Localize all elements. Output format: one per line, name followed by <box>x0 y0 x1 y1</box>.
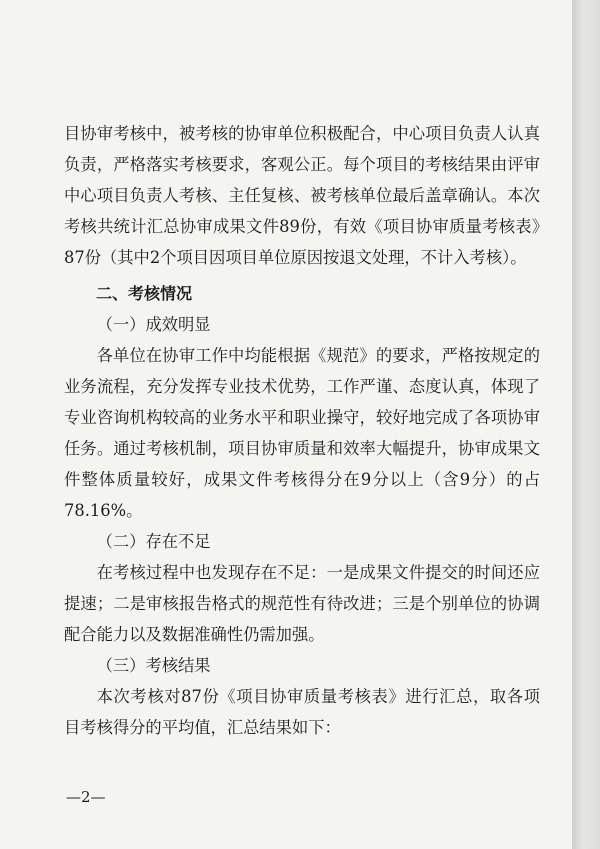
paragraph-summary: 本次考核对87份《项目协审质量考核表》进行汇总，取各项目考核得分的平均值，汇总结果如下： <box>64 687 540 737</box>
document-body <box>64 118 540 743</box>
section-heading-assessment: 二、考核情况 <box>96 284 193 303</box>
paragraph-results: 各单位在协审工作中均能根据《规范》的要求，严格按规定的业务流程，充分发挥专业技术优势，工作严谨、态度认真，体现了专业咨询机构较高的业务水平和职业操守，较好地完成了各项协审任务。通过考核机制，项目协审质量和效率大幅提升，协审成果文件整体质量较好，成果文件考核得分在9分以上（含9分）的占78.16%。 <box>64 346 540 520</box>
page-number: —2— <box>66 788 106 806</box>
page-edge-shadow <box>572 0 600 849</box>
subheading-results-evident: （一）成效明显 <box>96 315 211 334</box>
paragraph-shortcomings: 在考核过程中也发现存在不足：一是成果文件提交的时间还应提速；二是审核报告格式的规范性有待改进；三是个别单位的协调配合能力以及数据准确性仍需加强。 <box>64 563 540 644</box>
subheading-assessment-results: （三）考核结果 <box>96 656 211 675</box>
subheading-shortcomings: （二）存在不足 <box>96 532 211 551</box>
paragraph-continued: 目协审考核中，被考核的协审单位积极配合，中心项目负责人认真负责，严格落实考核要求，客观公正。每个项目的考核结果由评审中心项目负责人考核、主任复核、被考核单位最后盖章确认。本次考核共统计汇总协审成果文件89份，有效《项目协审质量考核表》87份（其中2个项目因项目单位原因按退文处理，不计入考核）。 <box>64 124 540 267</box>
